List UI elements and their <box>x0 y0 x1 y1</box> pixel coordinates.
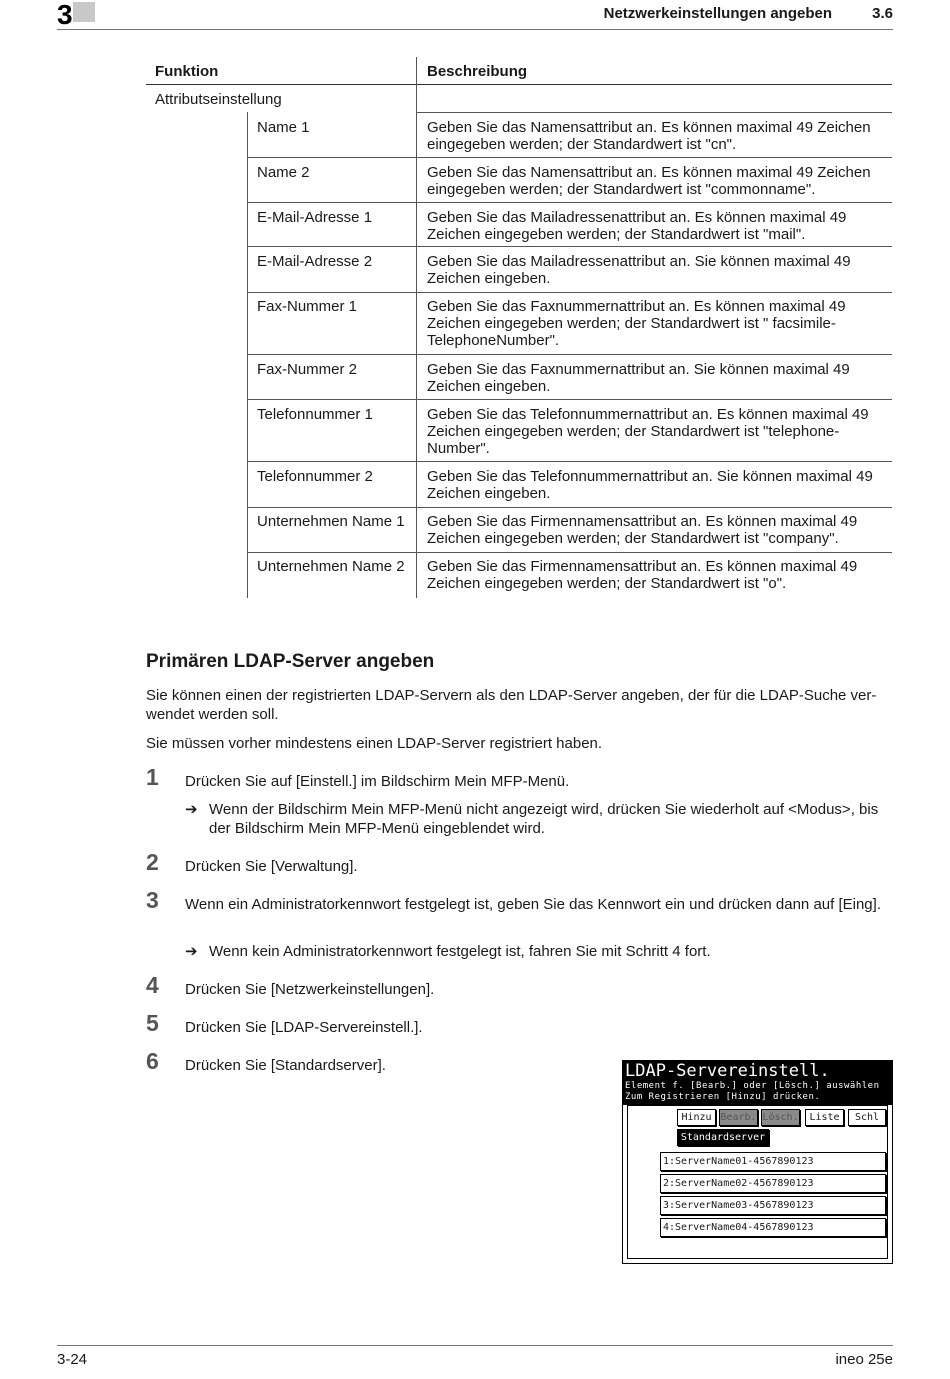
table-row-description: Geben Sie das Telefonnummernattribut an. Sie können maximal 49 Zeichen eingeben. <box>427 468 873 502</box>
screen-instruction-line: Element f. [Bearb.] oder [Lösch.] auswählen <box>625 1081 880 1091</box>
step-number: 1 <box>146 764 159 790</box>
table-rule <box>247 461 892 462</box>
edit-button[interactable]: Bearb. <box>719 1109 758 1126</box>
table-row-description: Geben Sie das Faxnummernattribut an. Es können maximal 49 Zeichen eingegeben werden; der Standardwert ist " facsimile-TelephoneNumber". <box>427 298 846 349</box>
server-list-item[interactable]: 2:ServerName02-4567890123 <box>660 1174 886 1193</box>
step-number: 6 <box>146 1048 159 1074</box>
table-header-function: Funktion <box>155 63 219 80</box>
step-number: 2 <box>146 849 159 875</box>
table-row-description: Geben Sie das Namensattribut an. Es können maximal 49 Zeichen eingegeben werden; der Standardwert ist "commonname". <box>427 164 871 198</box>
step-text: Drücken Sie [Netzwerkeinstellungen]. <box>185 981 435 998</box>
screen-instruction-line: Zum Registrieren [Hinzu] drücken. <box>625 1092 821 1102</box>
server-list-item[interactable]: 1:ServerName01-4567890123 <box>660 1152 886 1171</box>
default-server-button[interactable]: Standardserver <box>677 1129 769 1146</box>
table-row-function: Name 1 <box>257 119 310 136</box>
screen-title-bar <box>623 1061 892 1105</box>
table-rule <box>247 552 892 553</box>
server-list-item[interactable]: 3:ServerName03-4567890123 <box>660 1196 886 1215</box>
chapter-marker <box>57 0 95 30</box>
table-header-rule <box>146 84 892 85</box>
step-text: Drücken Sie [LDAP-Servereinstell.]. <box>185 1019 423 1036</box>
table-row-function: Fax-Nummer 2 <box>257 361 358 378</box>
table-rule <box>247 292 892 293</box>
table-indent-divider <box>247 112 248 598</box>
step-note-text: Wenn kein Administratorkennwort festgelegt ist, fahren Sie mit Schritt 4 fort. <box>209 943 711 960</box>
footer-rule <box>57 1345 893 1346</box>
table-rule <box>416 112 892 113</box>
close-button[interactable]: Schl <box>848 1109 886 1126</box>
table-row-function: Telefonnummer 2 <box>257 468 373 485</box>
arrow-icon: ➔ <box>185 801 198 818</box>
table-row-description: Geben Sie das Firmennamensattribut an. Es können maximal 49 Zeichen eingegeben werden; der Standardwert ist "company". <box>427 513 858 547</box>
table-rule <box>247 246 892 247</box>
step-text: Drücken Sie [Verwaltung]. <box>185 858 358 875</box>
table-rule <box>247 354 892 355</box>
step-text: Wenn ein Administratorkennwort festgelegt ist, geben Sie das Kennwort ein und drücken dann auf [Eing]. <box>185 896 881 913</box>
step-number: 5 <box>146 1010 159 1036</box>
table-row-description: Geben Sie das Faxnummernattribut an. Sie können maximal 49 Zeichen eingeben. <box>427 361 850 395</box>
section-heading: Primären LDAP-Server angeben <box>146 651 435 672</box>
header-rule <box>57 29 893 30</box>
table-row-function: Telefonnummer 1 <box>257 406 373 423</box>
attribute-table <box>146 57 892 598</box>
step-note-text: Wenn der Bildschirm Mein MFP-Menü nicht angezeigt wird, drücken Sie wiederholt auf <Modus>, bis der Bildschirm Mein MFP-Menü eingeblendet wird. <box>209 801 879 837</box>
table-row-description: Geben Sie das Namensattribut an. Es können maximal 49 Zeichen eingegeben werden; der Standardwert ist "cn". <box>427 119 871 153</box>
screen-title: LDAP-Servereinstell. <box>625 1061 830 1081</box>
table-row-description: Geben Sie das Firmennamensattribut an. Es können maximal 49 Zeichen eingegeben werden; der Standardwert ist "o". <box>427 558 858 592</box>
intro-paragraph: Sie müssen vorher mindestens einen LDAP-Server registriert haben. <box>146 735 603 752</box>
table-group-label: Attributseinstellung <box>155 91 282 108</box>
table-row-function: Unternehmen Name 2 <box>257 558 405 575</box>
page-number: 3-24 <box>57 1351 88 1368</box>
table-header-description: Beschreibung <box>427 63 528 80</box>
chapter-number: 3 <box>57 0 73 30</box>
server-list-item[interactable]: 4:ServerName04-4567890123 <box>660 1218 886 1237</box>
step-note <box>185 942 892 961</box>
step-note <box>185 800 892 838</box>
running-header-section: 3.6 <box>872 5 893 22</box>
step-number: 3 <box>146 887 159 913</box>
table-row-function: Name 2 <box>257 164 310 181</box>
table-rule <box>247 507 892 508</box>
table-rule <box>247 202 892 203</box>
list-button[interactable]: Liste <box>805 1109 844 1126</box>
step-text: Drücken Sie auf [Einstell.] im Bildschirm Mein MFP-Menü. <box>185 773 570 790</box>
table-row-function: Fax-Nummer 1 <box>257 298 358 315</box>
delete-button[interactable]: Lösch. <box>761 1109 800 1126</box>
table-rule <box>247 157 892 158</box>
table-row-function: Unternehmen Name 1 <box>257 513 405 530</box>
table-row-description: Geben Sie das Mailadressenattribut an. Sie können maximal 49 Zeichen eingeben. <box>427 253 851 287</box>
arrow-icon: ➔ <box>185 943 198 960</box>
table-row-function: E-Mail-Adresse 2 <box>257 253 373 270</box>
add-button[interactable]: Hinzu <box>677 1109 716 1126</box>
ldap-server-settings-screen <box>622 1060 893 1264</box>
table-rule <box>247 399 892 400</box>
table-column-divider <box>416 57 417 598</box>
product-name: ineo 25e <box>835 1351 893 1368</box>
table-row-function: E-Mail-Adresse 1 <box>257 209 373 226</box>
chapter-tab-shade <box>73 2 95 22</box>
screen-body <box>627 1105 888 1259</box>
table-row-description: Geben Sie das Mailadressenattribut an. Es können maximal 49 Zeichen eingegeben werden; der Standardwert ist "mail". <box>427 209 847 243</box>
step-text: Drücken Sie [Standardserver]. <box>185 1057 386 1074</box>
step-number: 4 <box>146 972 159 998</box>
running-header-title: Netzwerkeinstellungen angeben <box>603 5 832 22</box>
intro-paragraph: Sie können einen der registrierten LDAP-Servern als den LDAP-Server angeben, der für die LDAP-Suche ver-wendet werden soll. <box>146 687 877 723</box>
table-row-description: Geben Sie das Telefonnummernattribut an. Es können maximal 49 Zeichen eingegeben werden; der Standardwert ist "telephone-Number". <box>427 406 869 457</box>
